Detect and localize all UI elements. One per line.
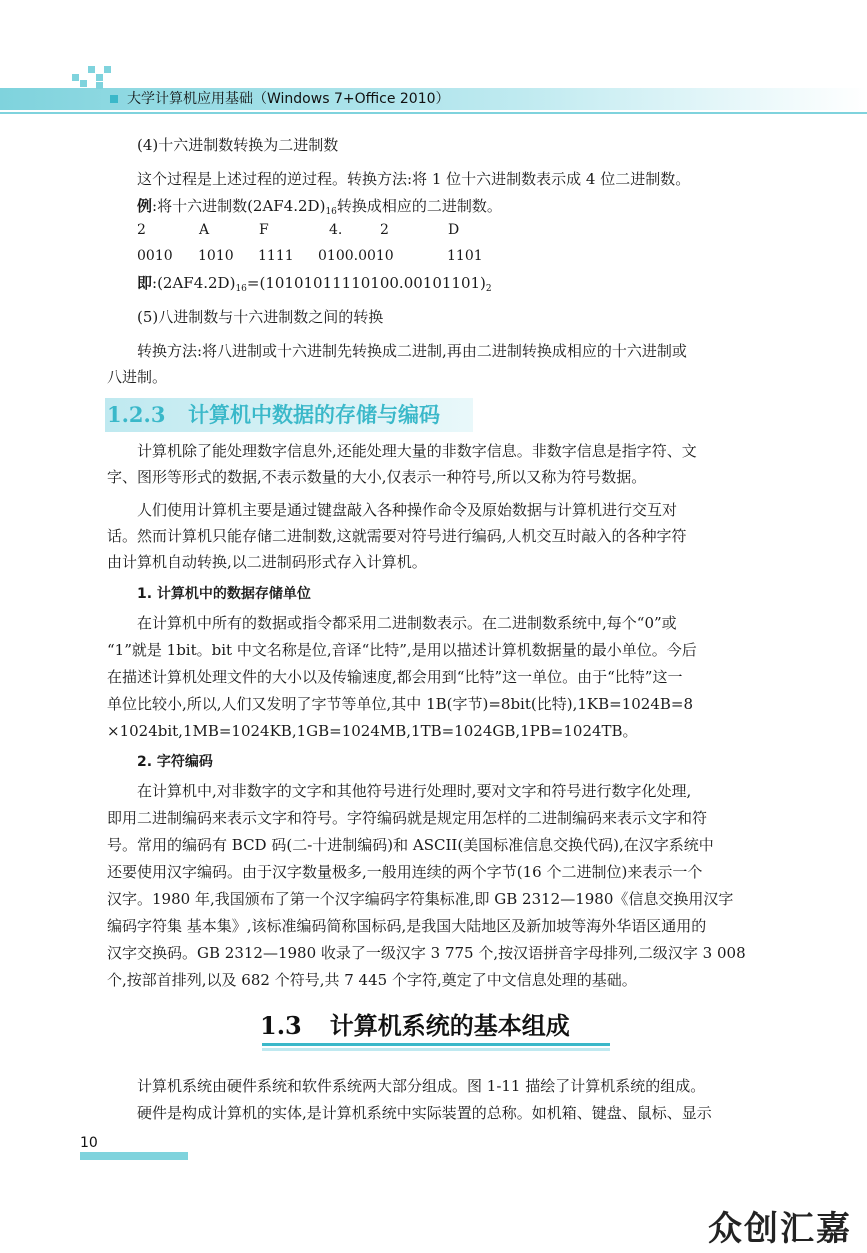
footer-band (80, 1152, 188, 1160)
hex-digit: 2 (380, 222, 389, 238)
paragraph-line: 人们使用计算机主要是通过键盘敲入各种操作命令及原始数据与计算机进行交互对 (137, 501, 678, 519)
chapter-section-heading (260, 1009, 610, 1043)
paragraph-line: 即用二进制编码来表示文字和符号。字符编码就是规定用怎样的二进制编码来表示文字和符 (107, 809, 708, 827)
header-rule (0, 112, 867, 114)
subheading-storage-units: 1. 计算机中的数据存储单位 (137, 586, 311, 602)
hex-digit: A (199, 222, 210, 238)
paragraph: 转换方法:将八进制或十六进制先转换成二进制,再由二进制转换成相应的十六进制或 (137, 342, 687, 360)
paragraph-line: ×1024bit,1MB=1024KB,1GB=1024MB,1TB=1024GB,1PB=1024TB。 (107, 722, 638, 740)
section-number: 1.2.3 (107, 402, 166, 427)
paragraph-line: 编码字符集 基本集》,该标准编码简称国标码,是我国大陆地区及新加坡等海外华语区通用的 (107, 917, 707, 935)
result-line (137, 270, 763, 302)
chapter-section-number: 1.3 (260, 1011, 302, 1040)
paragraph-line: 字、图形等形式的数据,不表示数量的大小,仅表示一种符号,所以又称为符号数据。 (107, 468, 647, 486)
result-text-mid: =(10101011110100.00101101) (246, 274, 486, 292)
binary-group: 0100.0010 (318, 248, 394, 264)
paragraph-line: 在计算机中,对非数字的文字和其他符号进行处理时,要对文字和符号进行数字化处理, (137, 782, 692, 800)
paragraph-line: 个,按部首排列,以及 682 个符号,共 7 445 个字符,奠定了中文信息处理的基础。 (107, 971, 637, 989)
paragraph-line: 汉字交换码。GB 2312—1980 收录了一级汉字 3 775 个,按汉语拼音字母排列,二级汉字 3 008 (107, 944, 746, 962)
watermark: 众创汇嘉 (708, 1209, 852, 1249)
heading-underline (262, 1048, 610, 1051)
paragraph: 八进制。 (107, 368, 168, 386)
chapter-section-title: 计算机系统的基本组成 (329, 1012, 570, 1040)
paragraph-line: 在描述计算机处理文件的大小以及传输速度,都会用到“比特”这一单位。由于“比特”这一 (107, 668, 683, 686)
heading-underline (262, 1043, 610, 1046)
result-subscript: 16 (235, 284, 247, 294)
hex-digit: D (448, 222, 460, 238)
example-subscript: 16 (325, 207, 337, 217)
header-title: 大学计算机应用基础（Windows 7+Office 2010） (127, 91, 450, 107)
paragraph-line: 计算机除了能处理数字信息外,还能处理大量的非数字信息。非数字信息是指字符、文 (137, 442, 697, 460)
hex-digit: F (259, 222, 269, 238)
result-text: :(2AF4.2D) (152, 274, 236, 292)
page-number: 10 (80, 1135, 98, 1151)
paragraph-line: 汉字。1980 年,我国颁布了第一个汉字编码字符集标准,即 GB 2312—1980《信息交换用汉字 (107, 890, 734, 908)
example-label: 例 (137, 197, 153, 215)
subheading-character-encoding: 2. 字符编码 (137, 754, 213, 770)
binary-group: 0010 (137, 248, 173, 264)
paragraph-line: 由计算机自动转换,以二进制码形式存入计算机。 (107, 553, 427, 571)
result-subscript: 2 (485, 284, 492, 294)
paragraph-line: 还要使用汉字编码。由于汉字数量极多,一般用连续的两个字节(16 个二进制位)来表示一个 (107, 863, 703, 881)
paragraph-line: 硬件是构成计算机的实体,是计算机系统中实际装置的总称。如机箱、键盘、鼠标、显示 (137, 1104, 712, 1122)
paragraph-line: 计算机系统由硬件系统和软件系统两大部分组成。图 1-11 描绘了计算机系统的组成。 (137, 1077, 706, 1095)
paragraph: 这个过程是上述过程的逆过程。转换方法:将 1 位十六进制数表示成 4 位二进制数。 (137, 170, 691, 188)
paragraph-line: 话。然而计算机只能存储二进制数,这就需要对符号进行编码,人机交互时敲入的各种字符 (107, 527, 687, 545)
subsection-heading-5: (5)八进制数与十六进制数之间的转换 (137, 308, 384, 326)
result-label: 即 (137, 274, 153, 292)
hex-digit: 2 (137, 222, 146, 238)
section-title: 计算机中数据的存储与编码 (188, 403, 440, 427)
header-bullet-icon (110, 95, 118, 103)
binary-group: 1010 (198, 248, 234, 264)
hex-digit: 4. (329, 222, 343, 238)
subsection-heading-4: (4)十六进制数转换为二进制数 (137, 136, 339, 154)
binary-group: 1101 (447, 248, 483, 264)
example-text: :将十六进制数(2AF4.2D) (152, 197, 326, 215)
binary-group: 1111 (258, 248, 294, 264)
paragraph-line: “1”就是 1bit。bit 中文名称是位,音译“比特”,是用以描述计算机数据量的最小单位。今后 (107, 641, 697, 659)
paragraph-line: 单位比较小,所以,人们又发明了字节等单位,其中 1B(字节)=8bit(比特),1KB=1024B=8 (107, 695, 694, 713)
example-text-end: 转换成相应的二进制数。 (336, 197, 502, 215)
paragraph-line: 号。常用的编码有 BCD 码(二-十进制编码)和 ASCII(美国标准信息交换代码),在汉字系统中 (107, 836, 714, 854)
paragraph-line: 在计算机中所有的数据或指令都采用二进制数表示。在二进制数系统中,每个“0”或 (137, 614, 677, 632)
